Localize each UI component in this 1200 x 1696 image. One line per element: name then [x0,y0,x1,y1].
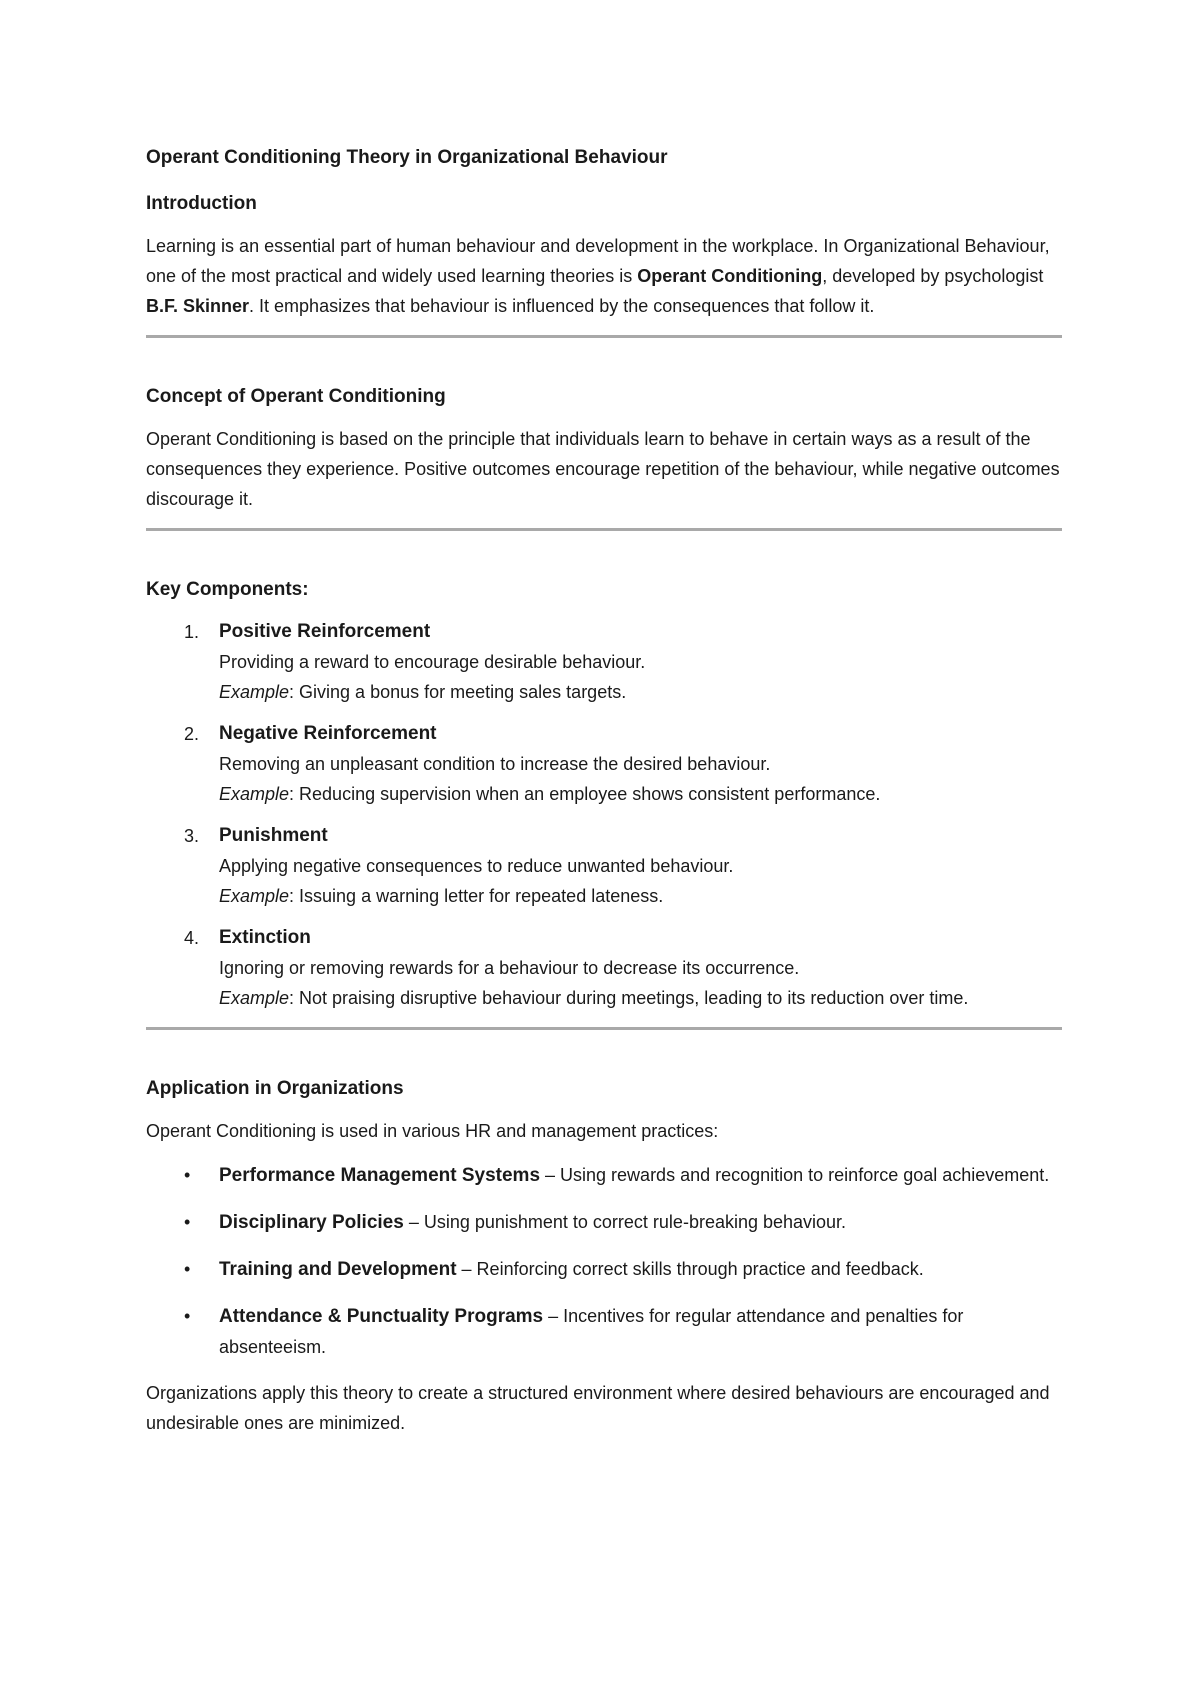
list-number: 4. [184,928,200,948]
application-title: Performance Management Systems [219,1165,541,1186]
component-title: Extinction [219,927,311,948]
list-item [146,923,1062,1013]
example-text: : Reducing supervision when an employee shows consistent performance. [289,784,881,804]
list-item [146,1207,1062,1238]
components-list [146,617,1062,1013]
list-number: 1. [184,622,200,642]
application-title: Training and Development [219,1259,457,1280]
concept-heading: Concept of Operant Conditioning [146,386,446,407]
concept-paragraph: Operant Conditioning is based on the principle that individuals learn to behave in certain ways as a result of the consequences they experience. Positive outcomes encourage repetition of the behaviour, while negative outcomes discourage it. [146,429,1060,509]
example-text: : Giving a bonus for meeting sales targets. [289,682,627,702]
example-label: Example [219,886,290,906]
closing-paragraph: Organizations apply this theory to create a structured environment where desired behaviours are encouraged and undesirable ones are minimized. [146,1383,1050,1433]
list-item [146,719,1062,809]
component-description: Providing a reward to encourage desirable behaviour. [219,652,646,672]
bullet: • [184,1212,191,1232]
section-divider [146,1027,1062,1030]
component-description: Applying negative consequences to reduce unwanted behaviour. [219,856,734,876]
component-example [219,779,1062,809]
component-description: Removing an unpleasant condition to increase the desired behaviour. [219,754,771,774]
component-title: Positive Reinforcement [219,621,431,642]
component-description: Ignoring or removing rewards for a behaviour to decrease its occurrence. [219,958,800,978]
list-number: 2. [184,724,200,744]
example-text: : Issuing a warning letter for repeated lateness. [289,886,664,906]
application-text: – Reinforcing correct skills through practice and feedback. [456,1259,924,1279]
application-list [146,1160,1062,1362]
component-title: Punishment [219,825,328,846]
application-text: – Using rewards and recognition to reinforce goal achievement. [540,1165,1050,1185]
section-divider [146,528,1062,531]
list-item [146,821,1062,911]
example-label: Example [219,682,290,702]
application-text: – Incentives for regular attendance and penalties for absenteeism. [219,1306,964,1357]
intro-text-3: . It emphasizes that behaviour is influenced by the consequences that follow it. [249,296,875,316]
component-example [219,983,1062,1013]
intro-bold-skinner: B.F. Skinner [146,296,250,316]
intro-text-1: Learning is an essential part of human behaviour and development in the workplace. In Organizational Behaviour, one of the most practical and widely used learning theories is [146,236,1050,286]
application-title: Disciplinary Policies [219,1212,404,1233]
application-heading: Application in Organizations [146,1078,404,1099]
bullet: • [184,1165,191,1185]
list-item [146,1301,1062,1362]
bullet: • [184,1306,191,1326]
intro-paragraph [146,231,1062,321]
list-item [146,1254,1062,1285]
application-title: Attendance & Punctuality Programs [219,1306,544,1327]
intro-text-2: , developed by psychologist [822,266,1044,286]
example-text: : Not praising disruptive behaviour during meetings, leading to its reduction over time. [289,988,969,1008]
intro-heading: Introduction [146,193,257,214]
components-heading: Key Components: [146,579,309,600]
application-text: – Using punishment to correct rule-breaking behaviour. [403,1212,847,1232]
application-intro: Operant Conditioning is used in various HR and management practices: [146,1121,719,1141]
document-title: Operant Conditioning Theory in Organizational Behaviour [146,147,668,168]
bullet: • [184,1259,191,1279]
list-item [146,1160,1062,1191]
section-divider [146,335,1062,338]
list-number: 3. [184,826,200,846]
component-example [219,881,1062,911]
component-title: Negative Reinforcement [219,723,437,744]
example-label: Example [219,988,290,1008]
intro-bold-operant: Operant Conditioning [637,266,823,286]
component-example [219,677,1062,707]
example-label: Example [219,784,290,804]
list-item [146,617,1062,707]
